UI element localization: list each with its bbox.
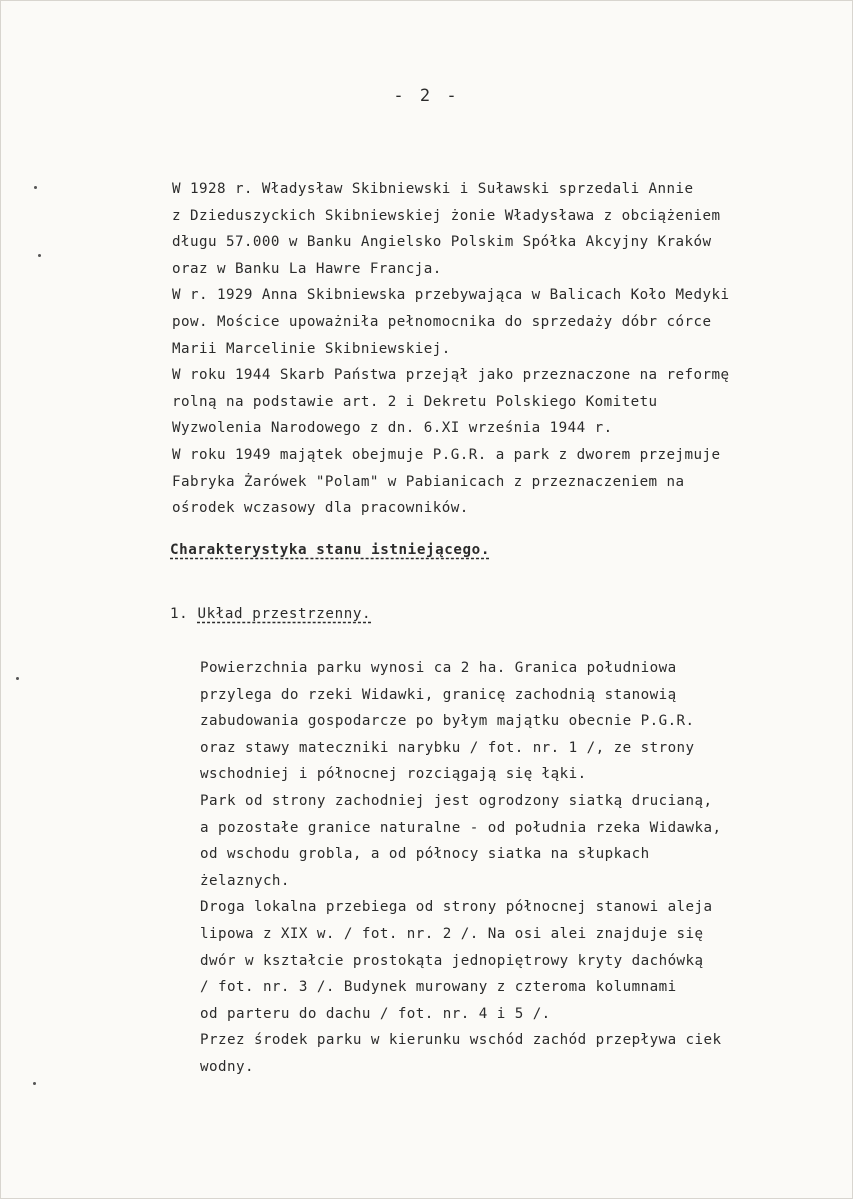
text-line: wodny. <box>200 1058 254 1075</box>
description-paragraph <box>200 655 722 1081</box>
text-line: z Dzieduszyckich Skibniewskiej żonie Władysława z obciążeniem <box>172 207 721 224</box>
text-line: od wschodu grobla, a od północy siatka na słupkach <box>200 846 650 863</box>
text-line: Marii Marcelinie Skibniewskiej. <box>172 340 451 357</box>
text-line: Powierzchnia parku wynosi ca 2 ha. Granica południowa <box>200 660 677 676</box>
margin-speck <box>33 1082 36 1085</box>
text-line: żelaznych. <box>200 872 290 889</box>
history-paragraph <box>172 176 729 522</box>
text-line: oraz w Banku La Hawre Francja. <box>172 260 442 277</box>
margin-speck <box>34 186 37 189</box>
text-line: zabudowania gospodarcze po byłym majątku obecnie P.G.R. <box>200 713 695 730</box>
text-line: rolną na podstawie art. 2 i Dekretu Polskiego Komitetu <box>172 393 658 410</box>
text-line: W r. 1929 Anna Skibniewska przebywająca w Balicach Koło Medyki <box>172 287 730 304</box>
subsection-heading <box>170 606 371 622</box>
text-line: przylega do rzeki Widawki, granicę zachodnią stanowią <box>200 686 677 703</box>
text-line: oraz stawy mateczniki narybku / fot. nr. 1 /, ze strony <box>200 739 695 756</box>
text-line: Fabryka Żarówek "Polam" w Pabianicach z przeznaczeniem na <box>172 473 685 490</box>
margin-speck <box>38 254 41 257</box>
section-heading: Charakterystyka stanu istniejącego. <box>170 542 490 558</box>
text-line: Wyzwolenia Narodowego z dn. 6.XI września 1944 r. <box>172 420 613 437</box>
text-line: W roku 1944 Skarb Państwa przejął jako przeznaczone na reformę <box>172 367 730 384</box>
text-line: Droga lokalna przebiega od strony północnej stanowi aleja <box>200 899 713 916</box>
margin-speck <box>16 677 19 680</box>
text-line: od parteru do dachu / fot. nr. 4 i 5 /. <box>200 1005 551 1022</box>
text-line: długu 57.000 w Banku Angielsko Polskim Spółka Akcyjny Kraków <box>172 234 712 251</box>
text-line: / fot. nr. 3 /. Budynek murowany z czteroma kolumnami <box>200 979 677 996</box>
text-line: W 1928 r. Władysław Skibniewski i Suławski sprzedali Annie <box>172 181 694 197</box>
text-line: Przez środek parku w kierunku wschód zachód przepływa ciek <box>200 1032 722 1049</box>
text-line: lipowa z XIX w. / fot. nr. 2 /. Na osi alei znajduje się <box>200 925 704 942</box>
text-line: pow. Mościce upoważniła pełnomocnika do sprzedaży dóbr córce <box>172 313 712 330</box>
text-line: a pozostałe granice naturalne - od południa rzeka Widawka, <box>200 819 722 836</box>
text-line: dwór w kształcie prostokąta jednopiętrowy kryty dachówką <box>200 952 704 969</box>
page-number: - 2 - <box>393 86 460 106</box>
text-line: Park od strony zachodniej jest ogrodzony siatką drucianą, <box>200 792 713 809</box>
text-line: W roku 1949 majątek obejmuje P.G.R. a park z dworem przejmuje <box>172 446 721 463</box>
subsection-number: 1. <box>170 606 189 622</box>
text-line: ośrodek wczasowy dla pracowników. <box>172 500 469 517</box>
text-line: wschodniej i północnej rozciągają się łąki. <box>200 766 587 783</box>
subsection-title: Układ przestrzenny. <box>197 606 372 622</box>
